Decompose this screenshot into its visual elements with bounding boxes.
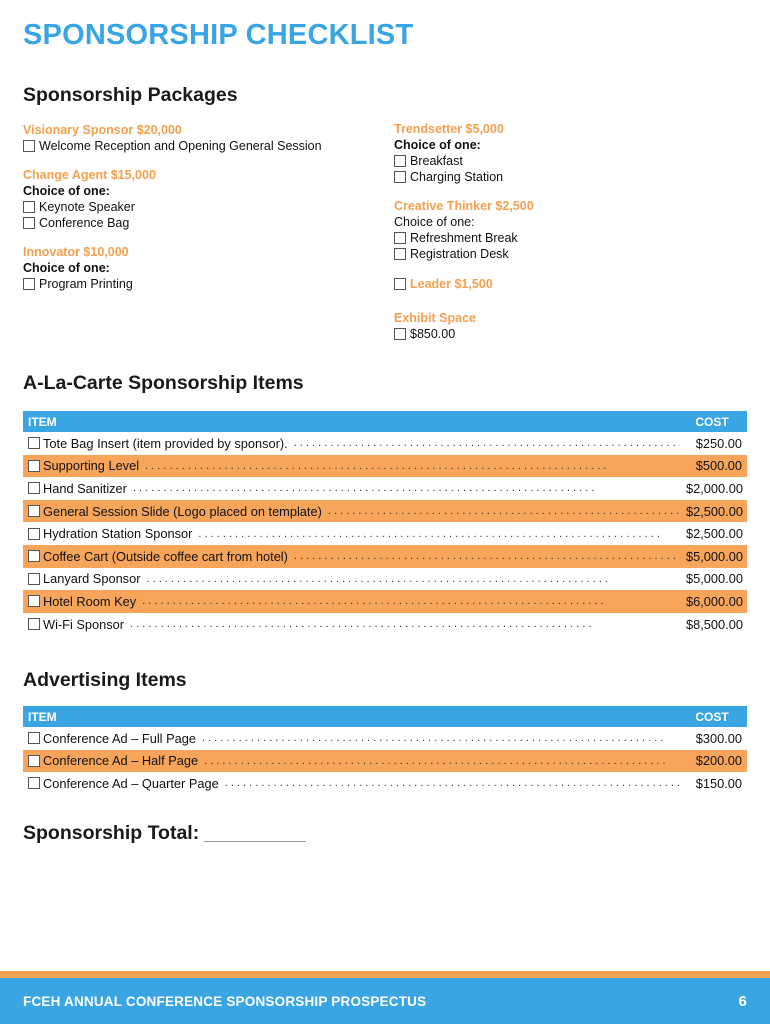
checkbox[interactable] [28,482,40,494]
option-label: Conference Bag [39,216,130,230]
table-row[interactable] [23,545,747,568]
item-label: Conference Ad – Half Page [43,753,199,769]
checkbox[interactable] [28,505,40,517]
package-name: Change Agent $15,000 [23,168,156,182]
item-label: Tote Bag Insert (item provided by sponsor). [43,435,288,451]
footer-stripe [0,971,770,978]
item-cost: $250.00 [695,435,742,451]
item-cost: $6,000.00 [686,593,743,609]
checkbox[interactable] [394,232,406,244]
package-leader [394,276,724,292]
item-cost: $2,000.00 [686,480,743,496]
package-option[interactable] [394,276,724,292]
dot-leader [133,482,680,494]
package-visionary [23,122,363,154]
dot-leader [142,595,680,607]
checkbox[interactable] [28,528,40,540]
table-row[interactable] [23,500,747,523]
dot-leader [145,460,680,472]
column-header-cost: COST [695,709,729,724]
item-cost: $2,500.00 [686,526,743,542]
checkbox[interactable] [28,595,40,607]
dot-leader [294,550,680,562]
dot-leader [225,777,680,789]
item-cost: $500.00 [695,458,742,474]
checkbox[interactable] [28,573,40,585]
item-cost: $2,500.00 [686,503,743,519]
item-label: Conference Ad – Quarter Page [43,775,219,791]
table-row[interactable] [23,432,747,455]
checkbox[interactable] [394,171,406,183]
checkbox[interactable] [28,460,40,472]
checkbox[interactable] [23,140,35,152]
page-title: SPONSORSHIP CHECKLIST [23,19,414,51]
package-option[interactable] [23,138,363,154]
dot-leader [202,732,680,744]
item-label: Wi-Fi Sponsor [43,616,125,632]
option-label: Breakfast [410,154,463,168]
checkbox[interactable] [28,618,40,630]
table-row[interactable] [23,455,747,478]
package-exhibit-space [394,310,724,342]
checkbox[interactable] [394,278,406,290]
item-label: Conference Ad – Full Page [43,730,196,746]
checkbox[interactable] [28,437,40,449]
package-name: Trendsetter $5,000 [394,122,504,136]
table-row[interactable] [23,568,747,591]
package-name: Innovator $10,000 [23,245,129,259]
item-label: Hand Sanitizer [43,480,127,496]
package-option[interactable] [23,215,363,231]
checkbox[interactable] [23,278,35,290]
package-name: Creative Thinker $2,500 [394,199,534,213]
dot-leader [328,505,680,517]
checkbox[interactable] [23,201,35,213]
checkbox[interactable] [394,248,406,260]
package-name: Exhibit Space [394,311,476,325]
alacarte-heading: A-La-Carte Sponsorship Items [23,372,304,394]
checkbox[interactable] [394,328,406,340]
item-label: General Session Slide (Logo placed on template) [43,503,322,519]
option-label: Welcome Reception and Opening General Session [39,139,322,153]
option-label: Keynote Speaker [39,200,135,214]
package-option[interactable] [23,199,363,215]
table-row[interactable] [23,727,747,750]
checkbox[interactable] [394,155,406,167]
table-header [23,706,747,727]
table-row[interactable] [23,772,747,795]
table-row[interactable] [23,477,747,500]
footer-bar [0,978,770,1024]
column-header-item: ITEM [28,414,57,429]
item-cost: $5,000.00 [686,548,743,564]
item-cost: $150.00 [695,775,742,791]
package-option[interactable] [394,230,724,246]
item-cost: $5,000.00 [686,571,743,587]
table-header [23,411,747,432]
packages-left-column [23,122,363,305]
package-option[interactable] [394,169,724,185]
package-option[interactable] [394,153,724,169]
dot-leader [204,755,680,767]
item-label: Hotel Room Key [43,593,137,609]
option-label: $850.00 [410,327,456,341]
checkbox[interactable] [23,217,35,229]
choice-label: Choice of one: [394,138,481,152]
checkbox[interactable] [28,755,40,767]
package-option[interactable] [394,326,724,342]
package-name: Visionary Sponsor $20,000 [23,123,182,137]
item-label: Hydration Station Sponsor [43,526,193,542]
dot-leader [130,618,680,630]
option-label: Leader $1,500 [410,277,493,291]
item-label: Lanyard Sponsor [43,571,141,587]
dot-leader [198,528,680,540]
column-header-item: ITEM [28,709,57,724]
option-label: Program Printing [39,277,133,291]
package-creative-thinker [394,198,724,262]
option-label: Charging Station [410,170,504,184]
packages-right-column [394,121,724,355]
item-cost: $300.00 [695,730,742,746]
packages-heading: Sponsorship Packages [23,84,238,106]
item-cost: $200.00 [695,753,742,769]
sponsorship-total-field[interactable] [204,841,306,842]
advertising-heading: Advertising Items [23,669,187,691]
alacarte-table [23,411,747,635]
table-row[interactable] [23,522,747,545]
option-label: Refreshment Break [410,231,518,245]
package-change-agent [23,167,363,231]
checkbox[interactable] [28,777,40,789]
table-row[interactable] [23,590,747,613]
package-innovator [23,244,363,292]
table-row[interactable] [23,750,747,773]
page-number: 6 [738,992,747,1010]
item-label: Supporting Level [43,458,140,474]
footer-title: FCEH ANNUAL CONFERENCE SPONSORSHIP PROSPECTUS [23,993,427,1009]
package-option[interactable] [394,246,724,262]
column-header-cost: COST [695,414,729,429]
advertising-table [23,706,747,795]
option-label: Registration Desk [410,247,509,261]
table-row[interactable] [23,613,747,636]
dot-leader [146,573,680,585]
checkbox[interactable] [28,732,40,744]
item-cost: $8,500.00 [686,616,743,632]
item-label: Coffee Cart (Outside coffee cart from hotel) [43,548,288,564]
package-option[interactable] [23,276,363,292]
choice-label: Choice of one: [394,215,475,229]
checkbox[interactable] [28,550,40,562]
dot-leader [294,437,680,449]
package-trendsetter [394,121,724,185]
choice-label: Choice of one: [23,184,110,198]
choice-label: Choice of one: [23,261,110,275]
sponsorship-total-label: Sponsorship Total: [23,822,200,844]
